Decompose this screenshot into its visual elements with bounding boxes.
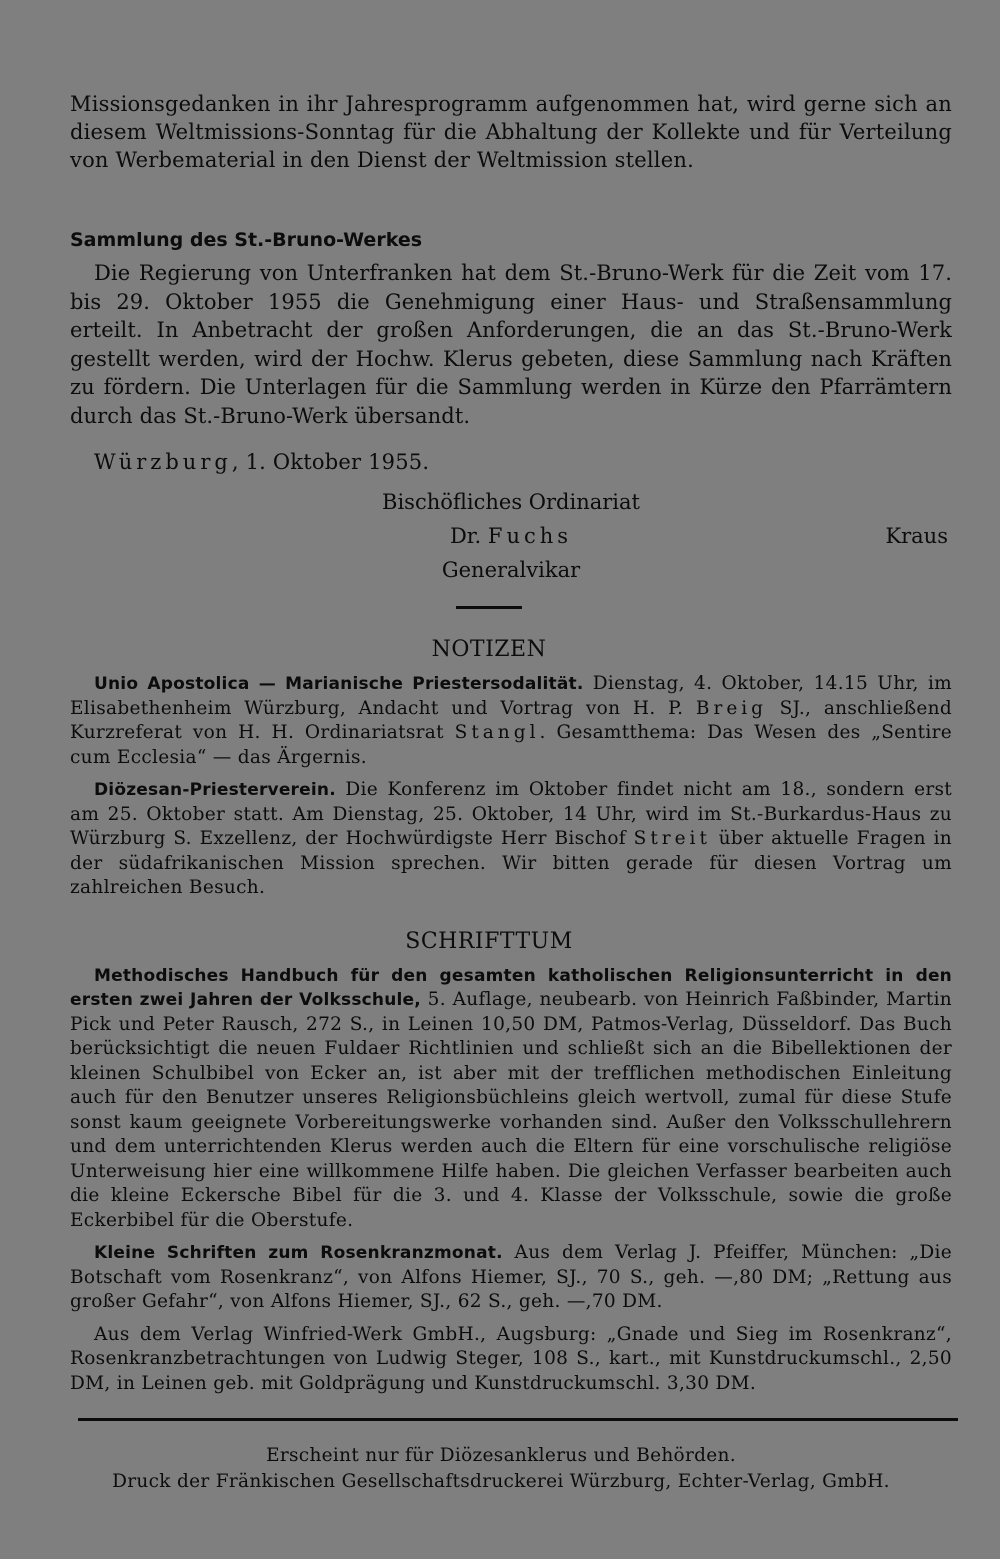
schrifttum-lead: Kleine Schriften zum Rosenkranzmonat. (94, 1243, 503, 1263)
notiz-text: Die Konferenz im Oktober findet nicht am 18., sondern erst am 25. Oktober statt. Am Dienstag, 25. Oktober, 14 Uhr, wird im St.-Burkardus-Haus zu Würzburg S. Exzellenz, der Hochwürdigste Herr Bischof (70, 779, 952, 849)
schrifttum-text: Aus dem Verlag J. Pfeiffer, München: „Die Botschaft vom Rosenkranz“, von Alfons Hiemer, SJ., 70 S., geh. —,80 DM; „Rettung aus großer Gefahr“, von Alfons Hiemer, SJ., 62 S., geh. —,70 DM. (70, 1242, 952, 1312)
signature-cosign: Kraus (885, 524, 948, 548)
notiz-lead: Unio Apostolica — Marianische Priestersodalität. (94, 674, 584, 694)
footer (60, 1443, 942, 1495)
signature-title: Generalvikar (441, 558, 581, 582)
notiz-item (70, 778, 952, 901)
schrifttum-item (70, 1323, 952, 1397)
schrifttum-item (70, 1241, 952, 1315)
notiz-name: Streit (633, 828, 711, 849)
footer-rule (78, 1418, 958, 1421)
notiz-name: Stangl (454, 722, 540, 743)
notiz-text: über aktuelle Fragen in der südafrikanischen Mission sprechen. Wir bitten gerade für diesen Vortrag um zahlreichen Besuch. (70, 828, 953, 898)
notizen-heading: NOTIZEN (431, 637, 547, 662)
dateline (94, 450, 952, 474)
notiz-name: Breig (695, 697, 768, 719)
signature-name-prefix: Dr. (449, 524, 488, 548)
notiz-text: SJ., anschließend Kurzreferat von H. H. Ordinariatsrat (70, 697, 952, 743)
date-rest: , 1. Oktober 1955. (231, 450, 430, 474)
schrifttum-lead: Methodisches Handbuch für den gesamten katholischen Religionsunterricht in den ersten zwei Jahren der Volksschule, (70, 965, 952, 1010)
notiz-text: Dienstag, 4. Oktober, 14.15 Uhr, im Elisabethenheim Würzburg, Andacht und Vortrag von H. P. (70, 673, 952, 719)
sammlung-heading: Sammlung des St.-Bruno-Werkes (70, 229, 423, 251)
section-divider (456, 606, 522, 609)
signature-org: Bischöfliches Ordinariat (382, 490, 640, 514)
schrifttum-heading: SCHRIFTTUM (405, 928, 573, 954)
footer-line-1: Erscheint nur für Diözesanklerus und Behörden. (266, 1445, 736, 1466)
notiz-lead: Diözesan-Priesterverein. (94, 780, 336, 800)
intro-paragraph: Missionsgedanken in ihr Jahresprogramm aufgenommen hat, wird gerne sich an diesem Weltmissions-Sonntag für die Abhaltung der Kollekte und für Verteilung von Werbematerial in den Dienst der Weltmission stellen. (70, 92, 952, 172)
date-place: Würzburg (94, 450, 232, 474)
signature-block (70, 474, 952, 584)
sammlung-body: Die Regierung von Unterfranken hat dem St.-Bruno-Werk für die Zeit vom 17. bis 29. Oktober 1955 die Genehmigung einer Haus- und Straßensammlung erteilt. In Anbetracht der großen Anforderungen, die an das St.-Bruno-Werk gestellt werden, wird der Hochw. Klerus gebeten, diese Sammlung nach Kräften zu fördern. Die Unterlagen für die Sammlung werden in Kürze den Pfarrämtern durch das St.-Bruno-Werk übersandt. (70, 261, 952, 428)
footer-line-2: Druck der Fränkischen Gesellschaftsdruckerei Würzburg, Echter-Verlag, GmbH. (112, 1471, 890, 1492)
notiz-text: . Gesamtthema: Das Wesen des „Sentire cum Ecclesia“ — das Ärgernis. (70, 722, 952, 768)
schrifttum-item (70, 964, 952, 1234)
schrifttum-text: Aus dem Verlag Winfried-Werk GmbH., Augsburg: „Gnade und Sieg im Rosenkranz“, Rosenkranzbetrachtungen von Ludwig Steger, 108 S., kart., mit Kunstdruckumschl., 2,50 DM, in Leinen geb. mit Goldprägung und Kunstdruckumschl. 3,30 DM. (70, 1323, 952, 1394)
schrifttum-text: 5. Auflage, neubearb. von Heinrich Faßbinder, Martin Pick und Peter Rausch, 272 S., in Leinen 10,50 DM, Patmos-Verlag, Düsseldorf. Das Buch berücksichtigt die neuen Fuldaer Richtlinien und schließt sich an die Bibellektionen der kleinen Schulbibel von Ecker an, ist aber mit der trefflichen methodischen Einleitung auch für den Benutzer unseres Religionsbüchleins gleich wertvoll, zumal für diese Stufe sonst kaum geeignete Vorbereitungswerke vorhanden sind. Außer den Volksschullehrern und dem unterrichtenden Klerus werden auch die Eltern für eine vorschulische religiöse Unterweisung hier eine willkommene Hilfe haben. Die gleichen Verfasser bearbeiten auch die kleine Eckersche Bibel für die 3. und 4. Klasse der Volksschule, sowie die große Eckerbibel für die Oberstufe. (70, 989, 952, 1231)
signature-name (70, 524, 952, 548)
notiz-item (70, 672, 952, 770)
signature-name-main: Fuchs (487, 524, 573, 548)
